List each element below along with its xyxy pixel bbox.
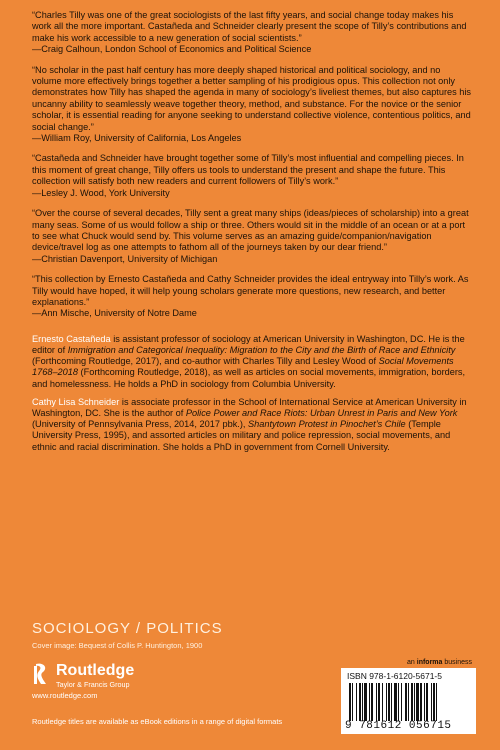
barcode-bar (382, 683, 383, 721)
book-title: Social Movements 1768–2018 (32, 356, 454, 378)
barcode-bar (436, 683, 437, 721)
author-name: Cathy Lisa Schneider (32, 396, 120, 407)
quote-text: “No scholar in the past half century has more deeply shaped historical and political sociology, and no volume more effectively brings together a better sampling of his prodigious opus. This collection not only demonstrates how Tilly has shaped the agenda in many of sociology’s liveliest themes, but also captures his uncanny ability to seamlessly weave together theory, method, and substance. For the novice or the senior scholar, it is essential reading for anyone seeking to understand collective violence, contentious politics, and social change.” (32, 64, 472, 132)
review-quote (32, 274, 472, 320)
barcode-bar (356, 683, 357, 721)
cover-credit: Cover image: Bequest of Collis P. Huntington, 1900 (32, 641, 203, 650)
bio-text: (Temple University Press, 1995), and assorted articles on military and police repression, social movements, and ethnic and racial discrimination. She holds a PhD in government from Cornell University. (32, 419, 451, 452)
barcode-bar (431, 683, 432, 721)
bio-text: (University of Pennsylvania Press, 2014, 2017 pbk.), (32, 419, 249, 430)
bio-text: (Forthcoming Routledge, 2017), and co-author with Charles Tilly and Lesley Wood of (32, 356, 379, 367)
quote-attribution: —Ann Mische, University of Notre Dame (32, 308, 197, 319)
barcode-bar (378, 683, 380, 721)
barcode-bar (433, 683, 435, 721)
barcode-bar (424, 683, 425, 721)
barcode-bar (411, 683, 413, 721)
barcode-bar (414, 683, 415, 721)
quote-attribution: —Lesley J. Wood, York University (32, 187, 170, 198)
barcode-bar (359, 683, 361, 721)
barcode-bar (426, 683, 428, 721)
quote-text: “Charles Tilly was one of the great sociologists of the last fifty years, and social change today makes his work all the more important. Castañeda and Schneider clearly present the scope of Tilly’s contributions and make his work accessible to a new generation of social scientists.” (32, 10, 467, 43)
barcode-bar (369, 683, 370, 721)
quote-text: “Castañeda and Schneider have brought together some of Tilly’s most influential and compelling pieces. In this moment of great change, Tilly offers us tools to understand the present and shape the future. This collection will satisfy both new readers and current followers of Tilly’s work.” (32, 153, 464, 187)
barcode-bar (362, 683, 363, 721)
book-title: Shantytown Protest in Pinochet’s Chile (248, 419, 406, 430)
book-title: Police Power and Race Riots: Urban Unrest in Paris and New York (185, 407, 458, 418)
quote-attribution: —Craig Calhoun, London School of Economics and Political Science (32, 44, 312, 55)
barcode-bar (364, 683, 367, 721)
author-bio-castaneda (32, 334, 472, 390)
barcode-bar (371, 683, 373, 721)
book-title: Immigration and Categorical Inequality: Migration to the City and the Birth of Race and Ethnicity (67, 344, 456, 355)
quote-text: “Over the course of several decades, Tilly sent a great many ships (ideas/pieces of scholarship) into a great many seas. Some of us would follow a ship or three. Others would sit in the middle of an ocean or at a port to see what Chuck would send by. This volume serves as an amazing guide/companion/navigation device/travel log as one attempts to fathom all of the journeys taken by our dear friend.” (32, 208, 469, 253)
barcode-bar (376, 683, 377, 721)
barcode-bar (391, 683, 392, 721)
ean-digits: 9 781612 056715 (345, 720, 452, 732)
subject-category: SOCIOLOGY / POLITICS (32, 620, 223, 637)
author-bio-schneider (32, 397, 472, 453)
quote-attribution: —William Roy, University of California, Los Angeles (32, 133, 242, 144)
back-cover-text (32, 10, 472, 460)
quote-text: “This collection by Ernesto Castañeda and Cathy Schneider provides the ideal entryway into Tilly’s work. As Tilly would have hoped, it will help young scholars generate more questions, new research, and better explanations.” (32, 274, 469, 307)
routledge-logo-icon (32, 662, 52, 686)
publisher-website: www.routledge.com (32, 691, 98, 700)
barcode-bar (352, 683, 353, 721)
barcode-bar (386, 683, 387, 721)
barcode-bar (394, 683, 397, 721)
barcode-bar (416, 683, 419, 721)
review-quote (32, 65, 472, 145)
bio-text: (Forthcoming Routledge, 2018), as well as articles on social movements, immigration, borders, and homelessness. He holds a PhD in sociology from Columbia University. (32, 367, 466, 389)
review-quote (32, 153, 472, 199)
quote-attribution: —Christian Davenport, University of Michigan (32, 253, 218, 264)
author-name: Ernesto Castañeda (32, 333, 111, 344)
publisher-name: Routledge (56, 662, 135, 679)
isbn-text: ISBN 978-1-6120-5671-5 (347, 671, 442, 681)
barcode-bar (388, 683, 390, 721)
barcode-bar (405, 683, 407, 721)
barcode-bar (420, 683, 422, 721)
barcode-bar (398, 683, 399, 721)
informa-line: an informa business (407, 659, 472, 666)
barcode-bars (349, 683, 469, 721)
barcode-block (341, 659, 476, 734)
bio-text: is assistant professor of sociology at American University in Washington, DC. He is the editor of (32, 333, 465, 355)
barcode-bar (349, 683, 351, 721)
barcode-bar (408, 683, 409, 721)
bio-text: is associate professor in the School of International Service at American University in Washington, DC. She is the author of (32, 396, 467, 418)
review-quote (32, 208, 472, 265)
informa-brand: informa (416, 659, 443, 666)
barcode-bar (401, 683, 402, 721)
footer-note: Routledge titles are available as eBook editions in a range of digital formats (32, 717, 283, 726)
review-quote (32, 10, 472, 56)
publisher-subtitle: Taylor & Francis Group (56, 680, 130, 689)
barcode (341, 668, 476, 734)
